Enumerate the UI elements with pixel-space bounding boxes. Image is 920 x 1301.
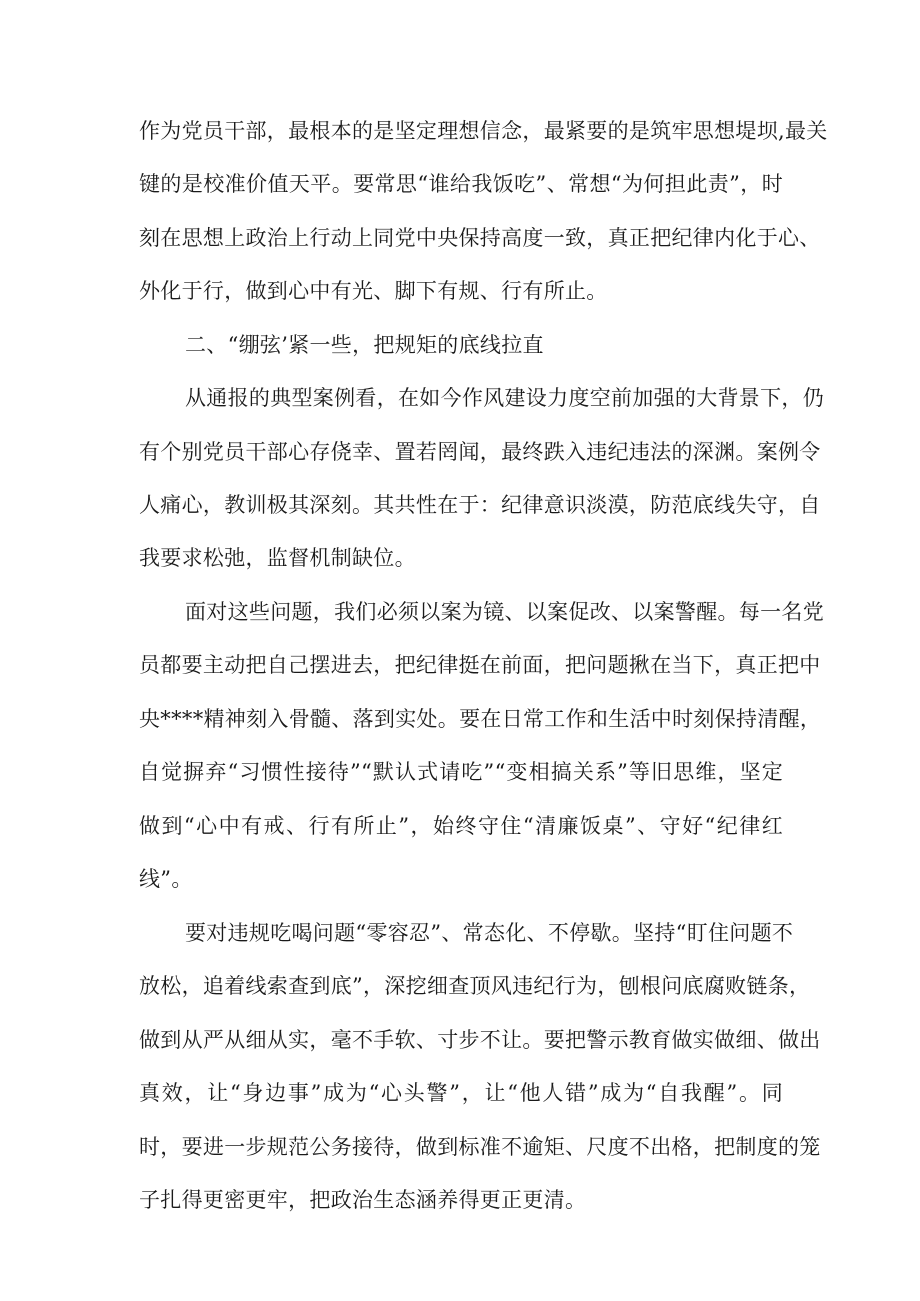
paragraph-3-line-6: 线”。	[139, 867, 193, 891]
paragraph-4-line-2: 放松，追着线索查到底”，深挖细查顶风违纪行为，刨根问底腐败链条，	[139, 974, 811, 998]
paragraph-3-line-1: 面对这些问题，我们必须以案为镜、以案促改、以案警醒。每一名党	[185, 600, 824, 624]
paragraph-4-line-5: 时，要进一步规范公务接待，做到标准不逾矩、尺度不出格，把制度的笼	[139, 1135, 821, 1159]
paragraph-3-line-4: 自觉摒弃“习惯性接待”“默认式请吃”“变相搞关系”等旧思维，坚定	[139, 760, 783, 784]
paragraph-2-line-1: 从通报的典型案例看，在如今作风建设力度空前加强的大背景下，仍	[185, 386, 824, 410]
paragraph-2-line-2: 有个别党员干部心存侥幸、置若罔闻，最终跌入违纪违法的深渊。案例令	[139, 440, 821, 464]
paragraph-4-line-3: 做到从严从细从实，毫不手软、寸步不让。要把警示教育做实做细、做出	[139, 1028, 821, 1052]
paragraph-3-line-2: 员都要主动把自己摆进去，把纪律挺在前面，把问题揪在当下，真正把中	[139, 653, 821, 677]
paragraph-4-line-4: 真效，让“身边事”成为“心头警”，让“他人错”成为“自我醒”。同	[139, 1081, 783, 1105]
paragraph-3-line-3: 央****精神刻入骨髓、落到实处。要在日常工作和生活中时刻保持清醒，	[139, 707, 822, 731]
section-heading: 二、“绷弦’紧一些，把规矩的底线拉直	[185, 333, 544, 357]
paragraph-4-line-1: 要对违规吃喝问题“零容忍”、常态化、不停歇。坚持“盯住问题不	[185, 921, 794, 945]
paragraph-1-line-4: 外化于行，做到心中有光、脚下有规、行有所止。	[139, 279, 608, 303]
paragraph-4-line-6: 子扎得更密更牢，把政治生态涵养得更正更清。	[139, 1188, 587, 1212]
paragraph-3-line-5: 做到“心中有戒、行有所止”，始终守住“清廉饭桌”、守好“纪律红	[139, 814, 783, 838]
paragraph-1-line-3: 刻在思想上政治上行动上同党中央保持高度一致，真正把纪律内化于心、	[139, 226, 821, 250]
paragraph-1-line-1: 作为党员干部，最根本的是坚定理想信念，最紧要的是筑牢思想堤坝,最关	[139, 119, 828, 143]
paragraph-1-line-2: 键的是校准价值天平。要常思“谁给我饭吃”、常想“为何担此责”，时	[139, 172, 783, 196]
paragraph-2-line-3: 人痛心，教训极其深刻。其共性在于：纪律意识淡漠，防范底线失守，自	[139, 493, 821, 517]
paragraph-2-line-4: 我要求松弛，监督机制缺位。	[139, 546, 416, 570]
